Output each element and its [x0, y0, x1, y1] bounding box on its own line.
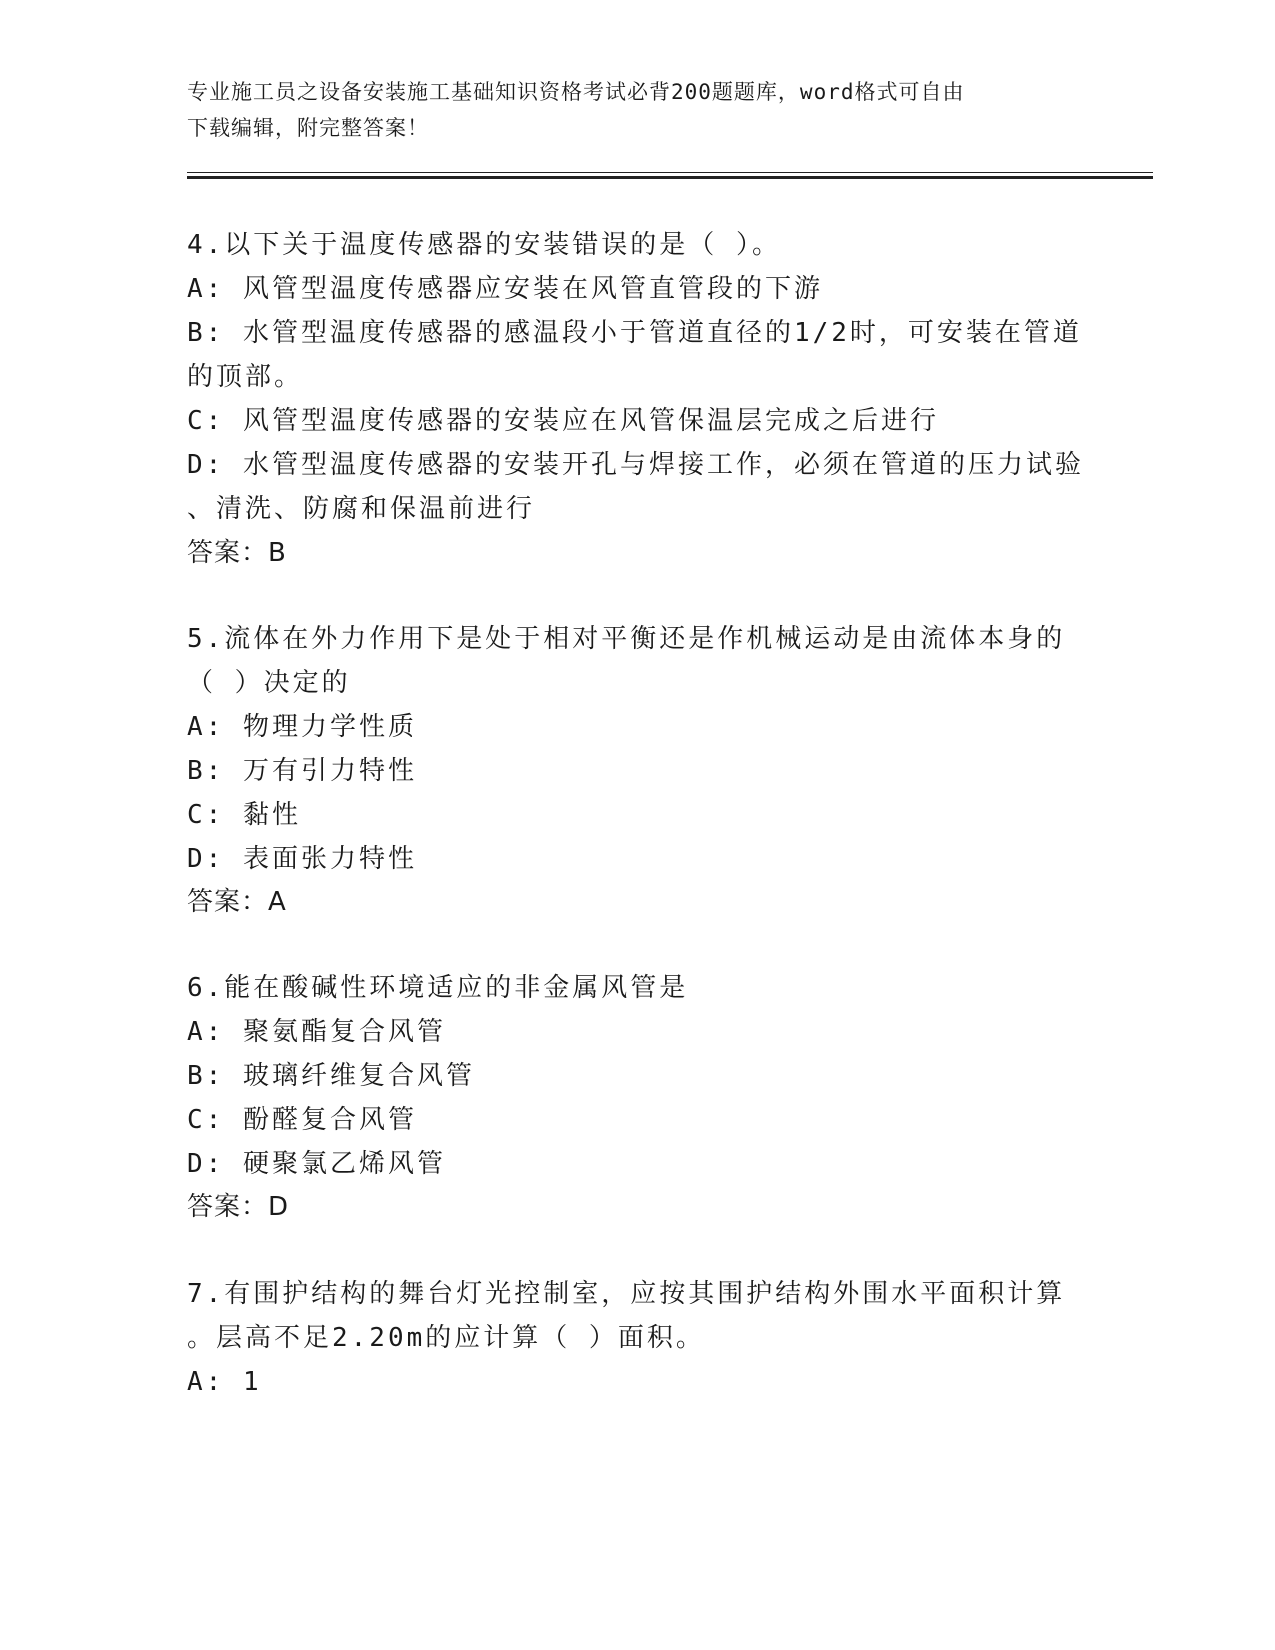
document-header [187, 74, 1087, 146]
question-4-option-d-line-2: 、清洗、防腐和保温前进行 [187, 494, 536, 524]
question-4-option-d-line-1: D: 水管型温度传感器的安装开孔与焊接工作，必须在管道的压力试验 [187, 450, 1084, 480]
header-rule-thin [187, 172, 1153, 173]
question-7-option-a: A: 1 [187, 1367, 262, 1397]
question-6-answer: 答案：D [187, 1192, 290, 1222]
question-6-option-d: D: 硬聚氯乙烯风管 [187, 1149, 446, 1179]
question-6-option-c: C: 酚醛复合风管 [187, 1105, 417, 1135]
header-line-1: 专业施工员之设备安装施工基础知识资格考试必背200题题库，word格式可自由 [187, 80, 965, 104]
question-4-option-c: C: 风管型温度传感器的安装应在风管保温层完成之后进行 [187, 406, 939, 436]
header-line-2: 下载编辑，附完整答案！ [187, 116, 429, 140]
question-4-option-a: A: 风管型温度传感器应安装在风管直管段的下游 [187, 274, 823, 304]
header-rule-thick [187, 176, 1153, 179]
question-5-option-c: C: 黏性 [187, 800, 301, 830]
question-6-option-b: B: 玻璃纤维复合风管 [187, 1061, 475, 1091]
question-5-option-b: B: 万有引力特性 [187, 756, 417, 786]
question-5-answer: 答案：A [187, 887, 287, 917]
question-5-stem-line-2: （ ）决定的 [187, 668, 351, 698]
question-4-option-b-line-1: B: 水管型温度传感器的感温段小于管道直径的1/2时，可安装在管道 [187, 318, 1082, 348]
question-6-stem: 6.能在酸碱性环境适应的非金属风管是 [187, 973, 689, 1003]
question-7-stem-line-1: 7.有围护结构的舞台灯光控制室，应按其围护结构外围水平面积计算 [187, 1279, 1066, 1309]
question-5-option-d: D: 表面张力特性 [187, 844, 417, 874]
question-4-option-b-line-2: 的顶部。 [187, 362, 304, 392]
question-4-stem-line-1: 4.以下关于温度传感器的安装错误的是（ ）。 [187, 230, 781, 260]
question-6-option-a: A: 聚氨酯复合风管 [187, 1017, 446, 1047]
question-5-stem-line-1: 5.流体在外力作用下是处于相对平衡还是作机械运动是由流体本身的 [187, 624, 1066, 654]
question-7-stem-line-2: 。层高不足2.20m的应计算（ ）面积。 [187, 1323, 705, 1353]
question-4-answer: 答案：B [187, 538, 287, 568]
question-5-option-a: A: 物理力学性质 [187, 712, 417, 742]
